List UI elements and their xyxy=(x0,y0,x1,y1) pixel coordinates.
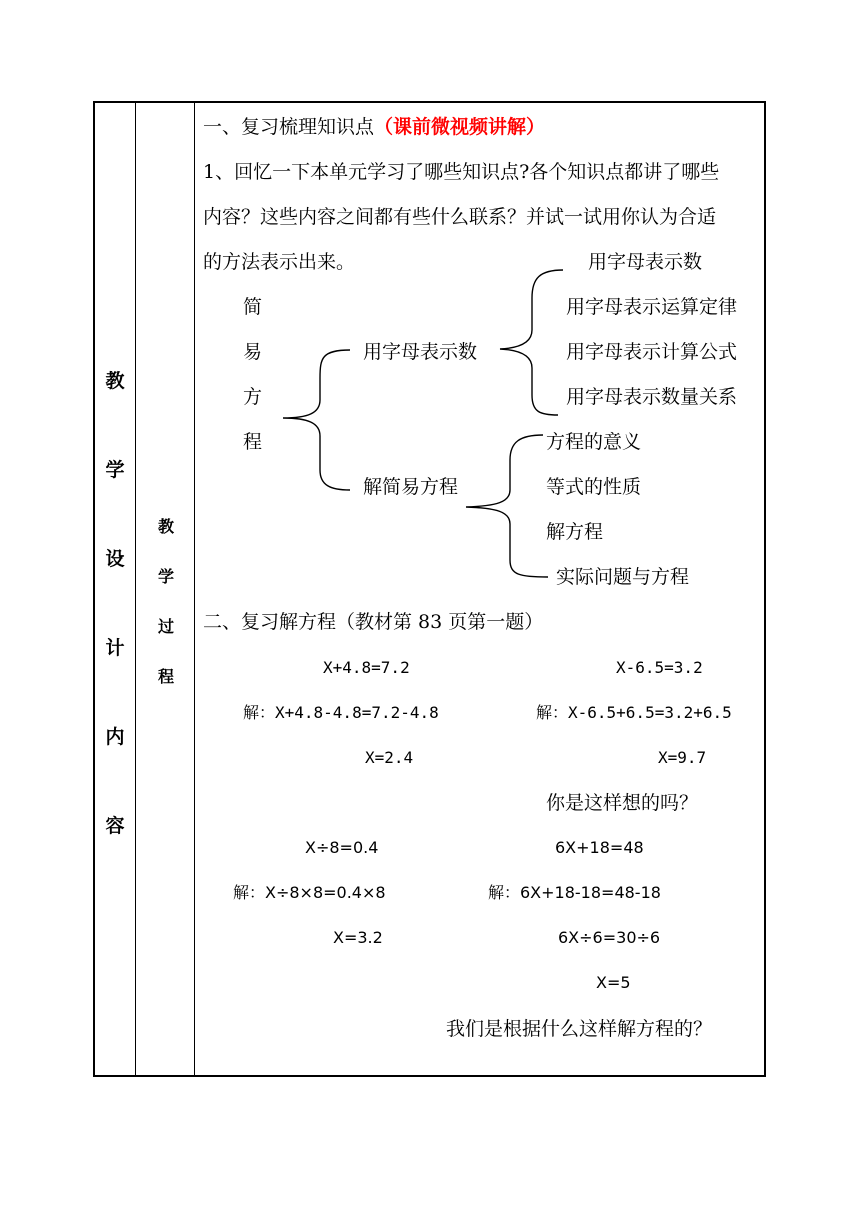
mindmap-branch1-item: 用字母表示计算公式 xyxy=(566,341,738,363)
eq2-answer: X=9.7 xyxy=(658,748,707,767)
mindmap-branch1-item: 用字母表示数量关系 xyxy=(566,386,738,408)
eq1-problem: X+4.8=7.2 xyxy=(323,658,410,677)
question1-line2: 内容？这些内容之间都有些什么联系？并试一试用你认为合适 xyxy=(203,206,717,228)
section1-heading: 一、复习梳理知识点（课前微视频讲解） xyxy=(203,116,546,138)
question1-line1: 1、回忆一下本单元学习了哪些知识点?各个知识点都讲了哪些 xyxy=(203,161,720,183)
section2-heading: 二、复习解方程（教材第 83 页第一题） xyxy=(203,611,544,633)
left-column-label: 教 学 设 计 内 容 xyxy=(105,370,125,837)
mindmap-branch2: 解简易方程 xyxy=(363,476,459,498)
mindmap-branch2-item: 实际问题与方程 xyxy=(556,566,690,588)
question-think: 你是这样想的吗？ xyxy=(546,792,699,814)
brace-branch1 xyxy=(500,270,563,415)
mid-column-label: 教 学 过 程 xyxy=(157,517,174,686)
mindmap-branch1: 用字母表示数 xyxy=(363,341,478,363)
eq4-step: 解：6X+18-18=48-18 xyxy=(488,883,661,902)
mindmap-branch2-item: 解方程 xyxy=(546,521,604,543)
eq4-answer: X=5 xyxy=(596,973,631,992)
mindmap-branch2-item: 方程的意义 xyxy=(546,431,642,453)
eq4-problem: 6X+18=48 xyxy=(555,838,644,857)
eq3-problem: X÷8=0.4 xyxy=(305,838,379,857)
eq3-answer: X=3.2 xyxy=(333,928,383,947)
eq2-problem: X-6.5=3.2 xyxy=(616,658,703,677)
eq1-answer: X=2.4 xyxy=(365,748,414,767)
eq2-step: 解：X-6.5+6.5=3.2+6.5 xyxy=(536,703,732,722)
question-basis: 我们是根据什么这样解方程的？ xyxy=(446,1018,713,1040)
brace-branch2 xyxy=(466,435,548,577)
eq3-step: 解：X÷8×8=0.4×8 xyxy=(233,883,386,902)
mindmap-branch1-item: 用字母表示数 xyxy=(588,251,703,273)
mindmap-root-char: 易 xyxy=(243,341,263,363)
eq4-step2: 6X÷6=30÷6 xyxy=(558,928,661,947)
mindmap-branch2-item: 等式的性质 xyxy=(546,476,642,498)
mindmap-branch1-item: 用字母表示运算定律 xyxy=(566,296,738,318)
mindmap-root-char: 简 xyxy=(243,296,263,318)
brace-root xyxy=(283,350,350,490)
mindmap-root-char: 程 xyxy=(243,431,263,453)
question1-line3: 的方法表示出来。 xyxy=(203,251,356,273)
section1-heading-note: （课前微视频讲解） xyxy=(374,116,546,138)
eq1-step: 解：X+4.8-4.8=7.2-4.8 xyxy=(243,703,439,722)
mindmap-root-char: 方 xyxy=(243,386,263,408)
